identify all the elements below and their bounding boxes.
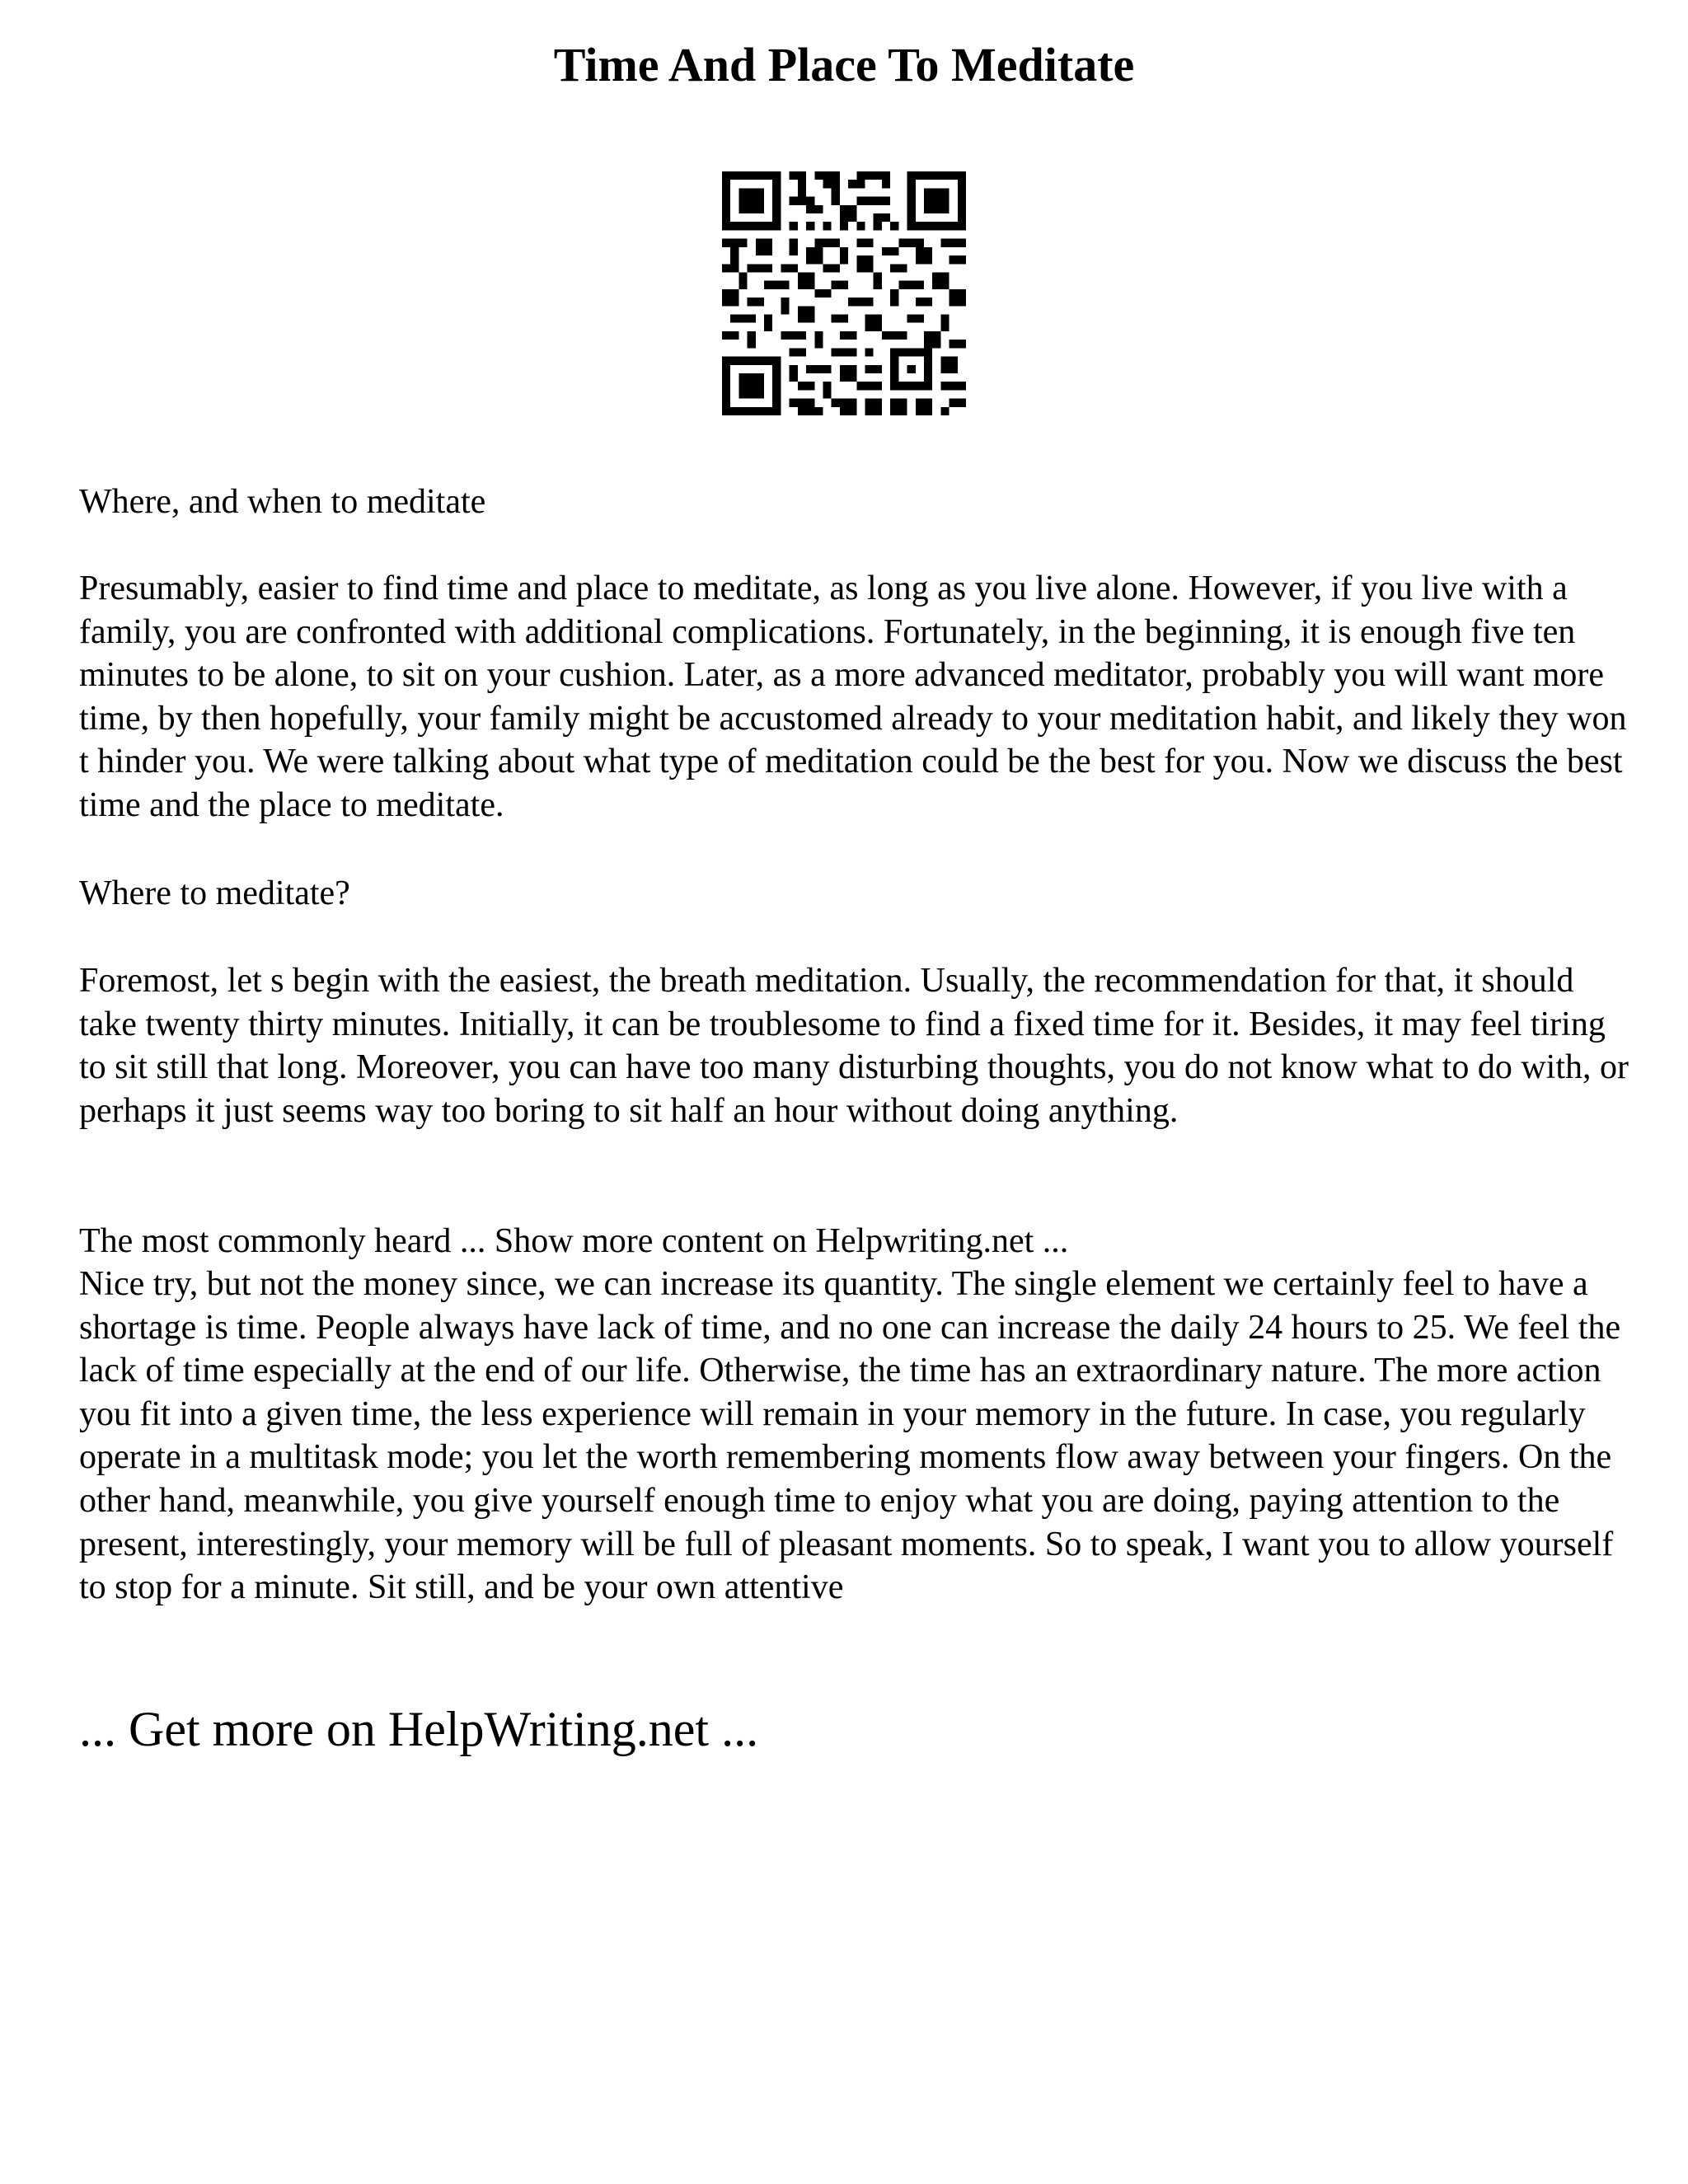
paragraph-time: Nice try, but not the money since, we can increase its quantity. The single element we certainly feel to have a shortage is time. People always have lack of time, and no one can increase the daily 24 hours to 25. We feel the lack of time especially at the end of our life. Otherwise, the time has an extraordinary nature. The more action you fit into a given time, the less experience will remain in your memory in the future. In case, you regularly operate in a multitask mode; you let the worth remembering moments flow away between your fingers. On the other hand, meanwhile, you give yourself enough time to enjoy what you are doing, paying attention to the present, interestingly, your memory will be full of pleasant moments. So to speak, I want you to allow yourself to stop for a minute. Sit still, and be your own attentive xyxy=(79,1265,1621,1607)
qr-code-graphic xyxy=(722,171,966,415)
paragraph-intro: Presumably, easier to find time and place to meditate, as long as you live alone. However, if you live with a family, you are confronted with additional complications. Fortunately, in the beginning, it is enough five ten minutes to be alone, to sit on your cushion. Later, as a more advanced meditator, probably you will want more time, by then hopefully, your family might be accustomed already to your meditation habit, and likely they won t hinder you. We were talking about what type of meditation could be the best for you. Now we discuss the best time and the place to meditate. xyxy=(79,569,1627,824)
get-more-link[interactable]: ... Get more on HelpWriting.net ... xyxy=(79,1702,759,1756)
page-title: Time And Place To Meditate xyxy=(553,38,1135,91)
section-heading-where: Where to meditate? xyxy=(79,874,350,912)
teaser-line: The most commonly heard ... Show more content on Helpwriting.net ... xyxy=(79,1222,1069,1260)
paragraph-breath-meditation: Foremost, let s begin with the easiest, the breath meditation. Usually, the recommendation for that, it should take twenty thirty minutes. Initially, it can be troublesome to find a fixed time for it. Besides, it may feel tiring to sit still that long. Moreover, you can have too many disturbing thoughts, you do not know what to do with, or perhaps it just seems way too boring to sit half an hour without doing anything. xyxy=(79,962,1629,1130)
section-heading-where-when: Where, and when to meditate xyxy=(79,483,486,521)
qr-code-icon xyxy=(722,171,966,415)
